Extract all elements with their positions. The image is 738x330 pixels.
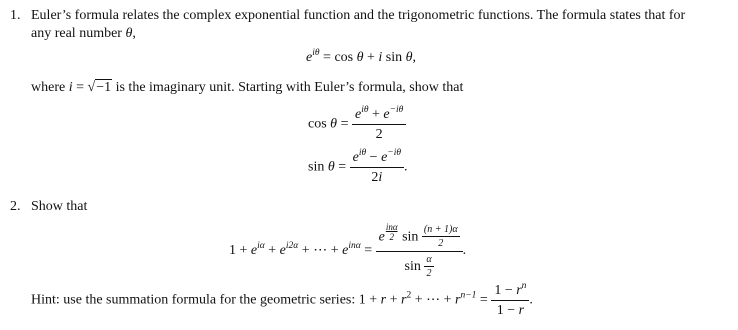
imaginary-unit: i	[378, 170, 383, 185]
punctuation: ,	[412, 50, 417, 65]
fraction-denominator: 2	[375, 127, 383, 142]
exponent: i2α	[285, 240, 299, 251]
one: 1	[496, 303, 504, 318]
problem-1-text-line1: Euler’s formula relates the complex exponential function and the trigonometric functions. The formula states that for	[31, 8, 686, 23]
theta-symbol: θ	[405, 50, 413, 65]
sin-argument-fraction	[422, 224, 460, 249]
r-variable: r	[518, 303, 525, 318]
exponent: n	[521, 281, 527, 291]
punctuation: .	[462, 242, 467, 258]
euler-formula	[306, 50, 416, 66]
exponent-numerator: inα	[385, 222, 398, 232]
exponent: iα	[257, 240, 265, 251]
plus-sign: +	[368, 107, 384, 122]
problem-1-text-line2	[31, 26, 136, 42]
sin-fraction	[350, 150, 404, 185]
exponent: iθ	[358, 148, 367, 158]
e-symbol: e	[381, 150, 388, 165]
theta-symbol: θ	[125, 26, 133, 41]
exponent-denominator: 2	[389, 232, 394, 242]
imaginary-unit-sentence	[31, 80, 463, 96]
hint	[31, 283, 533, 318]
hint-text: Hint: use the summation formula for the geometric series:	[31, 292, 359, 308]
theta-symbol: θ	[327, 159, 335, 175]
text-segment: is the imaginary unit. Starting with Euler’s formula, show that	[112, 80, 464, 95]
r-variable: r	[401, 292, 407, 308]
sin-function: sin	[308, 159, 325, 175]
problem-1-number: 1.	[10, 8, 21, 23]
r-variable: r	[455, 292, 461, 308]
plus-sign: +	[386, 292, 402, 308]
exponent: iθ	[312, 48, 320, 58]
exponent: −iθ	[387, 148, 402, 158]
exponent-fraction	[385, 222, 399, 242]
fraction-denominator	[402, 252, 437, 279]
fraction-numerator	[352, 107, 406, 124]
one: 1	[229, 242, 236, 258]
cos-function: cos	[308, 116, 327, 132]
e-symbol: e	[306, 50, 313, 65]
sin-argument-fraction	[424, 254, 433, 279]
punctuation: .	[529, 292, 533, 308]
fraction-numerator	[376, 222, 463, 251]
plus-sign: +	[411, 292, 427, 308]
argument-denominator: 2	[426, 268, 432, 280]
imaginary-unit: i	[378, 50, 383, 65]
cos-fraction	[352, 107, 406, 142]
problem-2-text: Show that	[31, 199, 88, 214]
fraction-numerator	[491, 283, 529, 300]
plus-sign: +	[365, 292, 381, 308]
exponent: inα	[348, 240, 361, 251]
cos-identity	[308, 107, 406, 142]
exponent: −iθ	[389, 105, 404, 115]
e-symbol: e	[279, 242, 286, 258]
fraction-denominator	[368, 168, 385, 185]
text-segment: where	[31, 80, 69, 95]
sum-lhs	[229, 240, 361, 258]
e-symbol: e	[352, 150, 359, 165]
plus-sign: +	[440, 292, 456, 308]
imaginary-unit: i	[68, 80, 73, 95]
sin-identity	[308, 150, 408, 185]
plus-sign: +	[298, 242, 314, 258]
minus-sign: −	[366, 150, 382, 165]
plus-sign: +	[236, 242, 251, 258]
e-symbol: e	[383, 107, 390, 122]
ellipsis: ⋯	[313, 242, 328, 258]
e-symbol: e	[250, 242, 258, 258]
radical-sign: √	[87, 80, 96, 95]
r-variable: r	[380, 292, 387, 308]
denominator-number: 2	[371, 170, 379, 185]
minus-sign: −	[501, 283, 517, 298]
plus-sign: +	[264, 242, 280, 258]
ellipsis: ⋯	[426, 292, 441, 308]
sin-function: sin	[402, 229, 419, 245]
cos-function: cos	[334, 50, 354, 65]
theta-symbol: θ	[356, 50, 364, 65]
plus-sign: +	[327, 242, 343, 258]
equals-sign: =	[479, 292, 488, 308]
equals-sign: =	[338, 159, 347, 175]
one: 1	[358, 292, 366, 308]
argument-denominator: 2	[438, 238, 444, 250]
e-symbol: e	[342, 242, 349, 258]
sum-identity	[229, 222, 466, 279]
geometric-fraction	[491, 283, 529, 318]
sin-function: sin	[385, 50, 403, 65]
sum-fraction	[376, 222, 463, 279]
argument-numerator: (n + 1)α	[423, 224, 458, 236]
equals-sign: =	[72, 80, 88, 95]
r-variable: r	[516, 283, 522, 298]
square-root	[88, 80, 113, 96]
text-segment: any real number	[31, 26, 126, 41]
equals-sign: =	[319, 50, 335, 65]
e-symbol: e	[378, 229, 385, 245]
e-symbol: e	[354, 107, 362, 122]
problem-2-number: 2.	[10, 199, 21, 214]
sin-function: sin	[404, 259, 421, 275]
radicand: −1	[96, 80, 112, 95]
fraction-numerator	[350, 150, 404, 167]
punctuation: .	[404, 159, 408, 175]
plus-sign: +	[363, 50, 379, 65]
equals-sign: =	[340, 116, 349, 132]
text-segment: ,	[132, 26, 136, 41]
fraction-denominator	[494, 301, 527, 318]
exponent: 2	[406, 290, 412, 301]
exponent: n−1	[460, 290, 477, 301]
minus-sign: −	[503, 303, 519, 318]
argument-numerator: α	[426, 254, 432, 266]
equals-sign: =	[364, 242, 373, 258]
exponent: iθ	[361, 105, 369, 115]
theta-symbol: θ	[330, 116, 338, 132]
one: 1	[494, 283, 502, 298]
